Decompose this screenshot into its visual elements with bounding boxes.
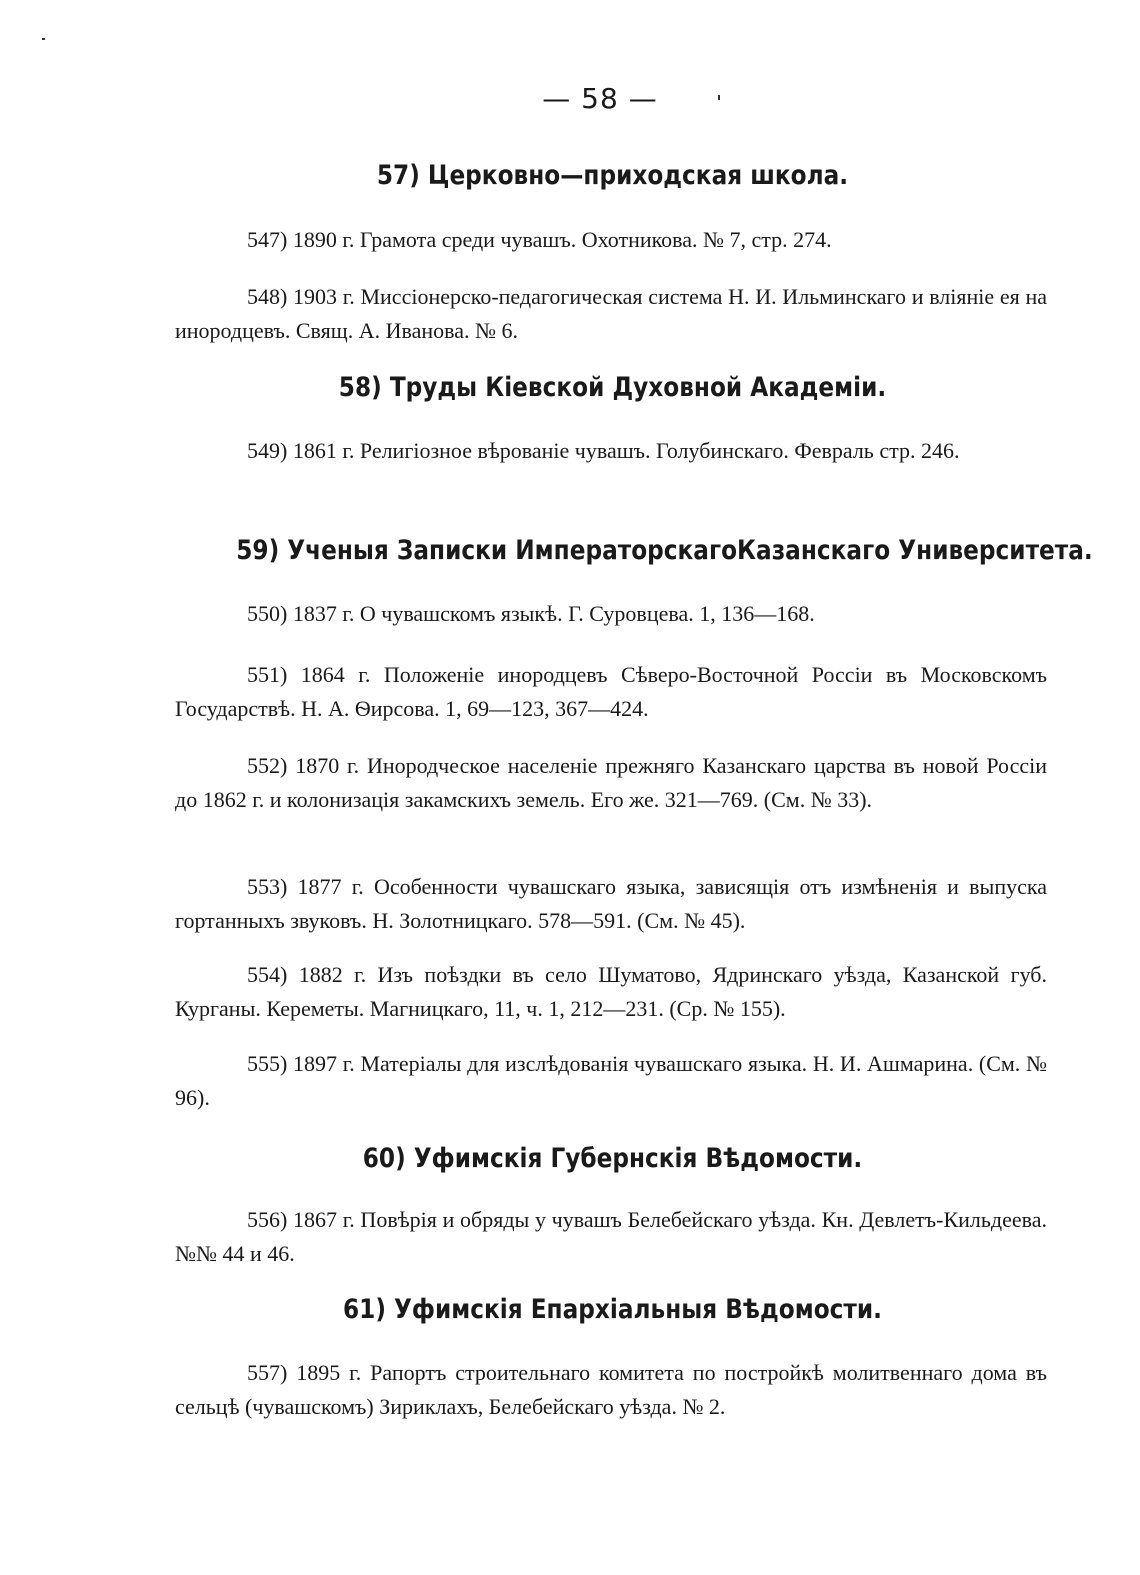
bibliography-entry xyxy=(175,749,1047,817)
entry-text: 548) 1903 г. Миссіонерско-педагогическая система Н. И. Ильминскаго и вліяніе ея на инородцевъ. Свящ. А. Иванова. № 6. xyxy=(175,284,1047,343)
bibliography-entry xyxy=(175,1356,1047,1424)
entry-text: 549) 1861 г. Религіозное вѣрованіе чувашъ. Голубинскаго. Февраль стр. 246. xyxy=(247,438,960,463)
scan-speck xyxy=(42,38,45,40)
entry-text: 552) 1870 г. Инородческое населеніе прежняго Казанскаго царства въ новой Россіи до 1862 г. и колонизація закамскихъ земель. Его же. 321—769. (См. № 33). xyxy=(175,753,1047,812)
bibliography-entry xyxy=(175,223,1047,257)
entry-text: 550) 1837 г. О чувашскомъ языкѣ. Г. Суровцева. 1, 136—168. xyxy=(247,601,815,626)
entry-text: 553) 1877 г. Особенности чувашскаго языка, зависящія отъ измѣненія и выпуска гортанныхъ звуковъ. Н. Золотницкаго. 578—591. (См. № 45). xyxy=(175,874,1047,933)
section-heading: 58) Труды Кіевской Духовной Академіи. xyxy=(338,372,887,403)
page-number: — 58 — xyxy=(542,82,658,115)
bibliography-entry xyxy=(175,1203,1047,1271)
entry-text: 557) 1895 г. Рапортъ строительнаго комитета по постройкѣ молитвеннаго дома въ сельцѣ (чувашскомъ) Зириклахъ, Белебейскаго уѣзда. № 2. xyxy=(175,1360,1047,1419)
section-heading: 61) Уфимскія Епархіальныя Вѣдомости. xyxy=(343,1294,882,1325)
entry-text: 547) 1890 г. Грамота среди чувашъ. Охотникова. № 7, стр. 274. xyxy=(247,227,832,252)
entry-text: 555) 1897 г. Матеріалы для изслѣдованія чувашскаго языка. Н. И. Ашмарина. (См. № 96). xyxy=(175,1051,1047,1110)
bibliography-entry xyxy=(175,958,1047,1026)
bibliography-entry xyxy=(175,280,1047,348)
bibliography-entry xyxy=(175,1047,1047,1115)
bibliography-entry xyxy=(175,870,1047,938)
section-heading: 60) Уфимскія Губернскія Вѣдомости. xyxy=(362,1143,863,1174)
bibliography-entry xyxy=(175,434,1047,468)
entry-text: 556) 1867 г. Повѣрія и обряды у чувашъ Белебейскаго уѣзда. Кн. Девлетъ-Кильдеева. №№ 44 и 46. xyxy=(175,1207,1047,1266)
entry-text: 554) 1882 г. Изъ поѣздки въ село Шуматово, Ядринскаго уѣзда, Казанской губ. Курганы. Кереметы. Магницкаго, 11, ч. 1, 212—231. (Ср. № 155). xyxy=(175,962,1047,1021)
section-heading: 57) Церковно—приходская школа. xyxy=(376,160,849,191)
bibliography-entry xyxy=(175,658,1047,726)
bibliography-entry xyxy=(175,597,1047,631)
entry-text: 551) 1864 г. Положеніе инородцевъ Сѣверо-Восточной Россіи въ Московскомъ Государствѣ. Н. А. Ѳирсова. 1, 69—123, 367—424. xyxy=(175,662,1047,721)
section-heading: 59) Ученыя Записки ИмператорскагоКазанскаго Университета. xyxy=(236,535,1093,566)
